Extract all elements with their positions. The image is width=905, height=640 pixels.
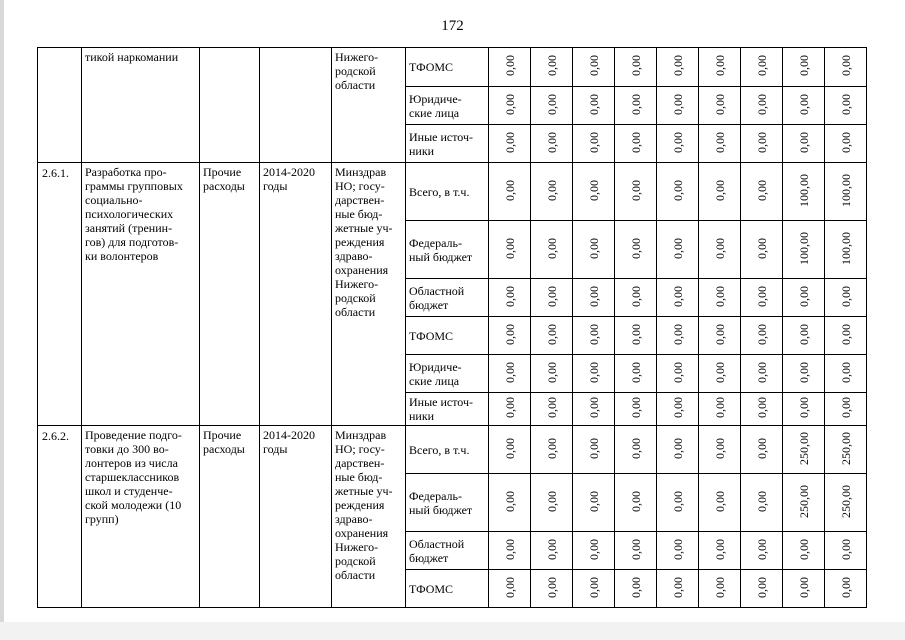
value: 100,00: [838, 231, 853, 265]
value: 0,00: [586, 237, 601, 259]
value-cell: [489, 532, 531, 570]
value: 100,00: [796, 231, 811, 265]
item-number-cell: [38, 163, 82, 426]
value-cell: [699, 279, 741, 317]
funding-source-cell: [406, 48, 489, 87]
funding-source-cell: [406, 532, 489, 570]
funding-source-cell: [406, 279, 489, 317]
value-cell: [657, 163, 699, 221]
value-cell: [489, 317, 531, 355]
value: 0,00: [586, 397, 601, 418]
value: 0,00: [670, 397, 685, 418]
table-row: [38, 48, 867, 87]
value: 0,00: [796, 131, 811, 153]
expense-type: Прочие расходы: [203, 428, 245, 456]
value: 0,00: [796, 93, 811, 115]
value-cell: [489, 393, 531, 426]
value-cell: [825, 125, 867, 163]
value: 0,00: [586, 285, 601, 307]
value: 0,00: [670, 576, 685, 598]
value: 0,00: [796, 576, 811, 598]
value: 0,00: [796, 55, 811, 76]
value-cell: [573, 163, 615, 221]
value: 0,00: [712, 131, 727, 153]
item-number: 2.6.2.: [42, 429, 69, 443]
value: 0,00: [712, 397, 727, 418]
value-cell: [489, 163, 531, 221]
value: 0,00: [712, 437, 727, 459]
funding-source-cell: [406, 125, 489, 163]
value: 100,00: [838, 173, 853, 207]
scan-edge-left: [0, 0, 4, 640]
value: 0,00: [628, 361, 643, 383]
value: 0,00: [586, 538, 601, 560]
value-cell: [531, 474, 573, 532]
value: 0,00: [754, 285, 769, 307]
table-row: [38, 163, 867, 221]
value: 0,00: [502, 285, 517, 307]
funding-source: Иные источ- ники: [409, 129, 474, 158]
value-cell: [741, 48, 783, 87]
value-cell: [699, 221, 741, 279]
value: 0,00: [754, 237, 769, 259]
value-cell: [531, 317, 573, 355]
item-name-cell: [82, 163, 200, 426]
value: 0,00: [502, 490, 517, 512]
value-cell: [825, 426, 867, 474]
value-cell: [615, 393, 657, 426]
value-cell: [825, 48, 867, 87]
value-cell: [657, 426, 699, 474]
value: 0,00: [712, 285, 727, 307]
value: 0,00: [838, 285, 853, 307]
item-name: Проведение подго- товки до 300 во- лонтеров из числа старшеклассников школ и студенче- ской молодежи (10 групп): [85, 428, 182, 526]
value-cell: [783, 279, 825, 317]
value-cell: [741, 355, 783, 393]
executor-text: Минздрав НО; госу- дарствен- ные бюд- жетные уч- реждения здраво- охранения Нижего- родской области: [335, 165, 393, 319]
value-cell: [573, 355, 615, 393]
value-cell: [741, 532, 783, 570]
value: 0,00: [502, 397, 517, 418]
value-cell: [573, 532, 615, 570]
value: 0,00: [628, 93, 643, 115]
funding-source-cell: [406, 221, 489, 279]
value: 0,00: [502, 179, 517, 201]
value: 0,00: [628, 323, 643, 345]
value: 0,00: [502, 538, 517, 560]
value: 0,00: [796, 361, 811, 383]
value: 0,00: [754, 93, 769, 115]
value-cell: [531, 48, 573, 87]
item-number: 2.6.1.: [42, 166, 69, 180]
value: 0,00: [712, 323, 727, 345]
value: 0,00: [796, 285, 811, 307]
value-cell: [573, 393, 615, 426]
funding-source: Областной бюджет: [409, 283, 465, 312]
funding-source: ТФОМС: [409, 581, 454, 596]
funding-source-cell: [406, 163, 489, 221]
value: 0,00: [712, 55, 727, 76]
item-name: тикой наркомании: [85, 50, 179, 64]
value: 100,00: [796, 173, 811, 207]
budget-table: [37, 47, 867, 608]
period: 2014-2020 годы: [263, 165, 315, 193]
value: 0,00: [502, 323, 517, 345]
value: 0,00: [838, 397, 853, 418]
executor-text-cell: [332, 163, 406, 426]
value-cell: [489, 570, 531, 608]
value: 0,00: [586, 361, 601, 383]
value-cell: [531, 570, 573, 608]
value-cell: [741, 87, 783, 125]
value-cell: [783, 48, 825, 87]
value-cell: [699, 87, 741, 125]
funding-source-cell: [406, 393, 489, 426]
value-cell: [699, 570, 741, 608]
value-cell: [531, 125, 573, 163]
value: 0,00: [670, 237, 685, 259]
value: 0,00: [712, 490, 727, 512]
value-cell: [489, 426, 531, 474]
value-cell: [489, 48, 531, 87]
value-cell: [657, 393, 699, 426]
value-cell: [657, 125, 699, 163]
funding-source-cell: [406, 355, 489, 393]
value-cell: [825, 474, 867, 532]
value: 0,00: [754, 576, 769, 598]
value-cell: [531, 279, 573, 317]
value-cell: [699, 317, 741, 355]
item-name-cell: [82, 426, 200, 608]
item-number-cell: [38, 426, 82, 608]
value: 0,00: [586, 323, 601, 345]
funding-source: Всего, в т.ч.: [409, 184, 470, 199]
value-cell: [699, 426, 741, 474]
value-cell: [741, 393, 783, 426]
value-cell: [741, 317, 783, 355]
value-cell: [741, 221, 783, 279]
value-cell: [741, 163, 783, 221]
value-cell: [783, 426, 825, 474]
expense-type: Прочие расходы: [203, 165, 245, 193]
value: 0,00: [754, 179, 769, 201]
funding-source: Иные источ- ники: [409, 395, 474, 423]
value-cell: [699, 48, 741, 87]
value: 0,00: [796, 323, 811, 345]
funding-source-cell: [406, 474, 489, 532]
value-cell: [489, 355, 531, 393]
value-cell: [615, 570, 657, 608]
value-cell: [825, 221, 867, 279]
table-row: [38, 426, 867, 474]
value-cell: [657, 355, 699, 393]
value-cell: [573, 279, 615, 317]
value: 0,00: [628, 538, 643, 560]
value-cell: [531, 426, 573, 474]
value: 0,00: [544, 179, 559, 201]
period-cell: [260, 163, 332, 426]
value-cell: [489, 474, 531, 532]
value-cell: [573, 87, 615, 125]
item-name-cell: [82, 48, 200, 163]
value-cell: [699, 474, 741, 532]
executor-text: Минздрав НО; госу- дарствен- ные бюд- жетные уч- реждения здраво- охранения Нижего- родской области: [335, 428, 393, 582]
funding-source: Областной бюджет: [409, 536, 465, 565]
value: 0,00: [796, 397, 811, 418]
period: 2014-2020 годы: [263, 428, 315, 456]
value: 0,00: [670, 179, 685, 201]
value-cell: [783, 125, 825, 163]
value-cell: [825, 393, 867, 426]
value-cell: [531, 355, 573, 393]
value-cell: [531, 532, 573, 570]
value: 250,00: [796, 484, 811, 518]
value-cell: [783, 221, 825, 279]
value-cell: [825, 317, 867, 355]
value: 0,00: [502, 437, 517, 459]
value: 0,00: [628, 576, 643, 598]
value: 0,00: [628, 285, 643, 307]
value: 0,00: [502, 237, 517, 259]
value: 0,00: [544, 576, 559, 598]
value: 0,00: [712, 576, 727, 598]
executor-text: Нижего- родской области: [335, 50, 379, 92]
value: 0,00: [670, 490, 685, 512]
value: 0,00: [502, 55, 517, 76]
value: 0,00: [544, 285, 559, 307]
value-cell: [699, 125, 741, 163]
value: 0,00: [670, 131, 685, 153]
value-cell: [573, 570, 615, 608]
value: 0,00: [670, 55, 685, 76]
value-cell: [615, 163, 657, 221]
executor-text-cell: [332, 426, 406, 608]
value-cell: [825, 279, 867, 317]
value: 0,00: [670, 323, 685, 345]
entry-group: [38, 426, 867, 608]
value: 0,00: [586, 576, 601, 598]
value-cell: [825, 570, 867, 608]
value-cell: [489, 279, 531, 317]
value-cell: [573, 474, 615, 532]
value-cell: [741, 474, 783, 532]
scan-edge-bottom: [0, 622, 905, 640]
value-cell: [489, 125, 531, 163]
value: 0,00: [838, 55, 853, 76]
funding-source-cell: [406, 317, 489, 355]
value-cell: [573, 426, 615, 474]
value: 0,00: [586, 131, 601, 153]
value: 0,00: [712, 538, 727, 560]
value-cell: [825, 355, 867, 393]
value-cell: [573, 317, 615, 355]
period-cell: [260, 48, 332, 163]
value-cell: [615, 474, 657, 532]
funding-source: ТФОМС: [409, 60, 454, 74]
value: 0,00: [838, 361, 853, 383]
value: 0,00: [502, 576, 517, 598]
value: 0,00: [712, 237, 727, 259]
value: 0,00: [544, 237, 559, 259]
value: 0,00: [796, 538, 811, 560]
value: 250,00: [796, 431, 811, 465]
value: 0,00: [628, 55, 643, 76]
value: 0,00: [838, 93, 853, 115]
value: 0,00: [586, 55, 601, 76]
value-cell: [657, 279, 699, 317]
value-cell: [615, 125, 657, 163]
value: 0,00: [586, 179, 601, 201]
value: 0,00: [838, 131, 853, 153]
funding-source: Юридиче- ские лица: [409, 91, 462, 120]
value-cell: [531, 87, 573, 125]
value-cell: [699, 393, 741, 426]
funding-source-cell: [406, 570, 489, 608]
value: 0,00: [628, 131, 643, 153]
value-cell: [531, 221, 573, 279]
value: 0,00: [502, 361, 517, 383]
value-cell: [615, 221, 657, 279]
value-cell: [699, 163, 741, 221]
expense-type-cell: [200, 163, 260, 426]
funding-source: ТФОМС: [409, 328, 454, 343]
value: 0,00: [628, 237, 643, 259]
value-cell: [615, 532, 657, 570]
value-cell: [615, 279, 657, 317]
value-cell: [741, 426, 783, 474]
value: 0,00: [754, 538, 769, 560]
value-cell: [615, 48, 657, 87]
value: 0,00: [628, 490, 643, 512]
value-cell: [699, 532, 741, 570]
value-cell: [615, 87, 657, 125]
value-cell: [489, 221, 531, 279]
item-number-cell: [38, 48, 82, 163]
value-cell: [657, 570, 699, 608]
value: 0,00: [712, 361, 727, 383]
value-cell: [741, 570, 783, 608]
value-cell: [783, 532, 825, 570]
value-cell: [657, 532, 699, 570]
value: 0,00: [544, 131, 559, 153]
value: 0,00: [670, 93, 685, 115]
value: 250,00: [838, 431, 853, 465]
value: 0,00: [754, 131, 769, 153]
value-cell: [489, 87, 531, 125]
expense-type-cell: [200, 48, 260, 163]
value: 0,00: [838, 538, 853, 560]
value-cell: [657, 48, 699, 87]
value: 0,00: [628, 397, 643, 418]
value: 0,00: [586, 93, 601, 115]
value-cell: [783, 87, 825, 125]
executor-cell: [332, 48, 406, 163]
value-cell: [699, 355, 741, 393]
value: 0,00: [544, 55, 559, 76]
value: 0,00: [544, 538, 559, 560]
value: 0,00: [544, 397, 559, 418]
page-number: 172: [441, 18, 464, 34]
value: 0,00: [838, 323, 853, 345]
value-cell: [573, 125, 615, 163]
item-name: Разработка про- граммы групповых социально- психологических занятий (тренин- гов) для подготов- ки волонтеров: [85, 165, 183, 263]
value: 0,00: [670, 538, 685, 560]
value-cell: [825, 87, 867, 125]
period-cell: [260, 426, 332, 608]
value: 0,00: [544, 437, 559, 459]
value-cell: [783, 474, 825, 532]
value: 0,00: [502, 93, 517, 115]
value: 0,00: [586, 437, 601, 459]
value-cell: [615, 426, 657, 474]
value-cell: [783, 317, 825, 355]
value: 0,00: [670, 285, 685, 307]
value-cell: [783, 355, 825, 393]
value-cell: [825, 532, 867, 570]
value-cell: [615, 317, 657, 355]
funding-source-cell: [406, 87, 489, 125]
value-cell: [573, 48, 615, 87]
value: 0,00: [586, 490, 601, 512]
expense-type-cell: [200, 426, 260, 608]
value: 0,00: [754, 437, 769, 459]
value: 0,00: [544, 93, 559, 115]
funding-source: Юридиче- ские лица: [409, 359, 462, 388]
value-cell: [531, 163, 573, 221]
value: 0,00: [712, 93, 727, 115]
funding-source: Всего, в т.ч.: [409, 442, 470, 457]
value: 0,00: [670, 361, 685, 383]
value: 0,00: [754, 490, 769, 512]
value-cell: [741, 125, 783, 163]
funding-source: Федераль- ный бюджет: [409, 488, 473, 517]
funding-source: Федераль- ный бюджет: [409, 235, 473, 264]
value: 0,00: [628, 437, 643, 459]
value: 0,00: [544, 361, 559, 383]
funding-source-cell: [406, 426, 489, 474]
value-cell: [657, 474, 699, 532]
value: 250,00: [838, 484, 853, 518]
value: 0,00: [838, 576, 853, 598]
value: 0,00: [544, 323, 559, 345]
value-cell: [657, 87, 699, 125]
value: 0,00: [502, 131, 517, 153]
value: 0,00: [628, 179, 643, 201]
value: 0,00: [754, 55, 769, 76]
value-cell: [825, 163, 867, 221]
value-cell: [615, 355, 657, 393]
value-cell: [657, 317, 699, 355]
value-cell: [783, 570, 825, 608]
value-cell: [573, 221, 615, 279]
value: 0,00: [754, 397, 769, 418]
value-cell: [783, 393, 825, 426]
value: 0,00: [754, 323, 769, 345]
value-cell: [531, 393, 573, 426]
value: 0,00: [754, 361, 769, 383]
value-cell: [657, 221, 699, 279]
entry-group: [38, 163, 867, 426]
value: 0,00: [670, 437, 685, 459]
value-cell: [783, 163, 825, 221]
value: 0,00: [712, 179, 727, 201]
value: 0,00: [544, 490, 559, 512]
value-cell: [741, 279, 783, 317]
